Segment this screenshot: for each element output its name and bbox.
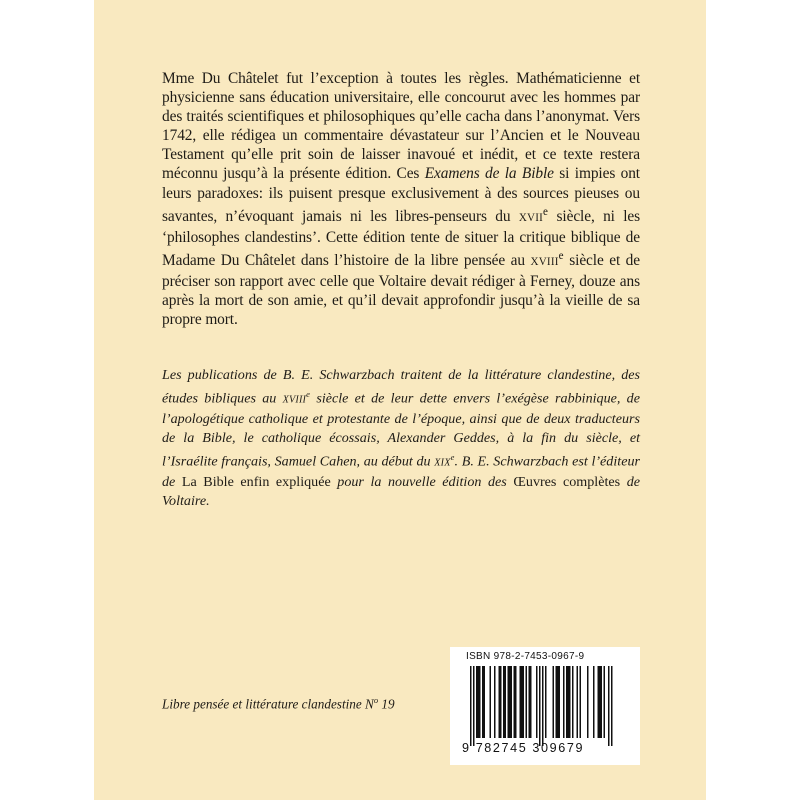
barcode-bar bbox=[572, 666, 574, 738]
barcode-bar bbox=[521, 666, 523, 738]
number-sign: o bbox=[373, 695, 379, 705]
barcode-bar bbox=[608, 666, 610, 746]
barcode-bar bbox=[484, 666, 486, 738]
ordinal-superscript: e bbox=[450, 451, 455, 462]
barcode-bar bbox=[539, 666, 541, 746]
book-title: Examens de la Bible bbox=[424, 165, 554, 183]
barcode-bar bbox=[566, 666, 568, 738]
bio-text: siècle et de leur dette envers l’exégèse rabbinique, de l’apologétique catholique et protestante de l’époque, ainsi que de deux traducteurs de la Bible, le catholique écossais, Alexander Geddes, à la fin du siècle, et l’Israélite français, Samuel Cahen, au début du bbox=[162, 390, 640, 470]
edited-work-title: La Bible enfin expliquée bbox=[181, 473, 331, 490]
isbn-label: ISBN 978-2-7453-0967-9 bbox=[466, 651, 585, 662]
barcode-bar bbox=[508, 666, 510, 738]
barcode-bar bbox=[494, 666, 496, 738]
barcode-bar bbox=[520, 666, 522, 738]
century-numeral: XIX bbox=[434, 457, 451, 469]
bio-text: . B. E. Schwarzbach est l’éditeur de bbox=[162, 453, 640, 490]
barcode-bar bbox=[599, 666, 601, 738]
barcode-bar bbox=[568, 666, 570, 738]
barcode-bar bbox=[587, 666, 589, 738]
barcode-bar bbox=[542, 666, 544, 746]
barcode-bar bbox=[529, 666, 531, 738]
barcode-bar bbox=[601, 666, 603, 738]
barcode-bar bbox=[523, 666, 525, 738]
barcode-bar bbox=[509, 666, 511, 738]
barcode-panel bbox=[450, 647, 640, 765]
blurb-text: siècle et de préciser son rapport avec celle que Voltaire devait rédiger à Ferney, douze ans après la mort de son amie, et qu’il devait approfondir jusqu’à la vieille de sa propre mort. bbox=[162, 252, 640, 329]
century-numeral: XVIII bbox=[282, 394, 307, 406]
barcode-bars bbox=[470, 666, 622, 748]
blurb-text: siècle, ni les ‘philosophes clandestins’. Cette édition tente de situer la critique biblique de Madame Du Châtelet dans l’histoire de la libre pensée au bbox=[162, 207, 641, 270]
bio-paragraph bbox=[162, 366, 640, 510]
barcode-bar bbox=[536, 666, 538, 738]
barcode-bar bbox=[559, 666, 561, 738]
bio-text: pour la nouvelle édition des bbox=[330, 473, 514, 490]
blurb-text: si impies ont leurs paradoxes: ils puisent presque exclusivement à des sources pieuses ou savantes, n’évoquant jamais ni les libres-penseurs du bbox=[162, 165, 640, 225]
collection-title: Œuvres complètes bbox=[513, 473, 621, 490]
barcode-bar bbox=[530, 666, 532, 738]
barcode-bar bbox=[478, 666, 480, 738]
barcode-bar bbox=[580, 666, 582, 738]
bio-text: Les publications de B. E. Schwarzbach traitent de la littérature clandestine, des études bibliques au bbox=[162, 367, 640, 407]
barcode-bar bbox=[611, 666, 613, 746]
barcode-bar bbox=[473, 666, 475, 746]
barcode-bar bbox=[593, 666, 595, 738]
barcode-bar bbox=[557, 666, 559, 738]
barcode-bar bbox=[479, 666, 481, 738]
barcode-bar bbox=[515, 666, 517, 738]
ordinal-superscript: e bbox=[543, 205, 549, 218]
series-label: Libre pensée et littérature clandestine N bbox=[162, 696, 374, 712]
barcode-bar bbox=[545, 666, 547, 738]
barcode-bar bbox=[556, 666, 558, 738]
barcode-bar bbox=[482, 666, 484, 738]
barcode-bar bbox=[569, 666, 571, 738]
barcode-bar bbox=[563, 666, 565, 738]
barcode-bar bbox=[490, 666, 492, 738]
barcode-bar bbox=[553, 666, 555, 738]
century-numeral: XVII bbox=[518, 211, 544, 224]
description-blurb bbox=[162, 69, 640, 329]
barcode-bar bbox=[526, 666, 528, 738]
bio-text: de Voltaire. bbox=[162, 473, 640, 509]
blurb-text: Mme Du Châtelet fut l’exception à toutes les règles. Mathématicienne et physicienne sans éducation universitaire, elle concourut avec les hommes par des traités scientifiques et philosophiques qu’elle cacha dans l’anonymat. Vers 1742, elle rédigea un commentaire dévastateur sur l’Ancien et le Nouveau Testament qu’elle prit soin de laisser inavoué et inédit, et ce texte restera méconnu jusqu’à la présente édition. Ces bbox=[162, 70, 640, 183]
series-name bbox=[162, 695, 462, 712]
barcode-bar bbox=[476, 666, 478, 738]
barcode-bar bbox=[604, 666, 606, 738]
barcode-bar bbox=[503, 666, 505, 738]
barcode-bar bbox=[514, 666, 516, 738]
barcode-bar bbox=[598, 666, 600, 738]
barcode-bar bbox=[505, 666, 507, 738]
barcode-bar bbox=[470, 666, 472, 746]
barcode-bar bbox=[499, 666, 501, 738]
barcode-bar bbox=[500, 666, 502, 738]
century-numeral: XVIII bbox=[530, 256, 559, 269]
ordinal-superscript: e bbox=[306, 388, 311, 399]
author-bio bbox=[162, 366, 640, 510]
blurb-paragraph bbox=[162, 69, 640, 329]
ordinal-superscript: e bbox=[558, 249, 564, 262]
barcode-bar bbox=[511, 666, 513, 738]
series-number: 19 bbox=[378, 696, 395, 712]
barcode-bar bbox=[577, 666, 579, 738]
barcode-digits: 9 782745 309679 bbox=[462, 741, 585, 755]
